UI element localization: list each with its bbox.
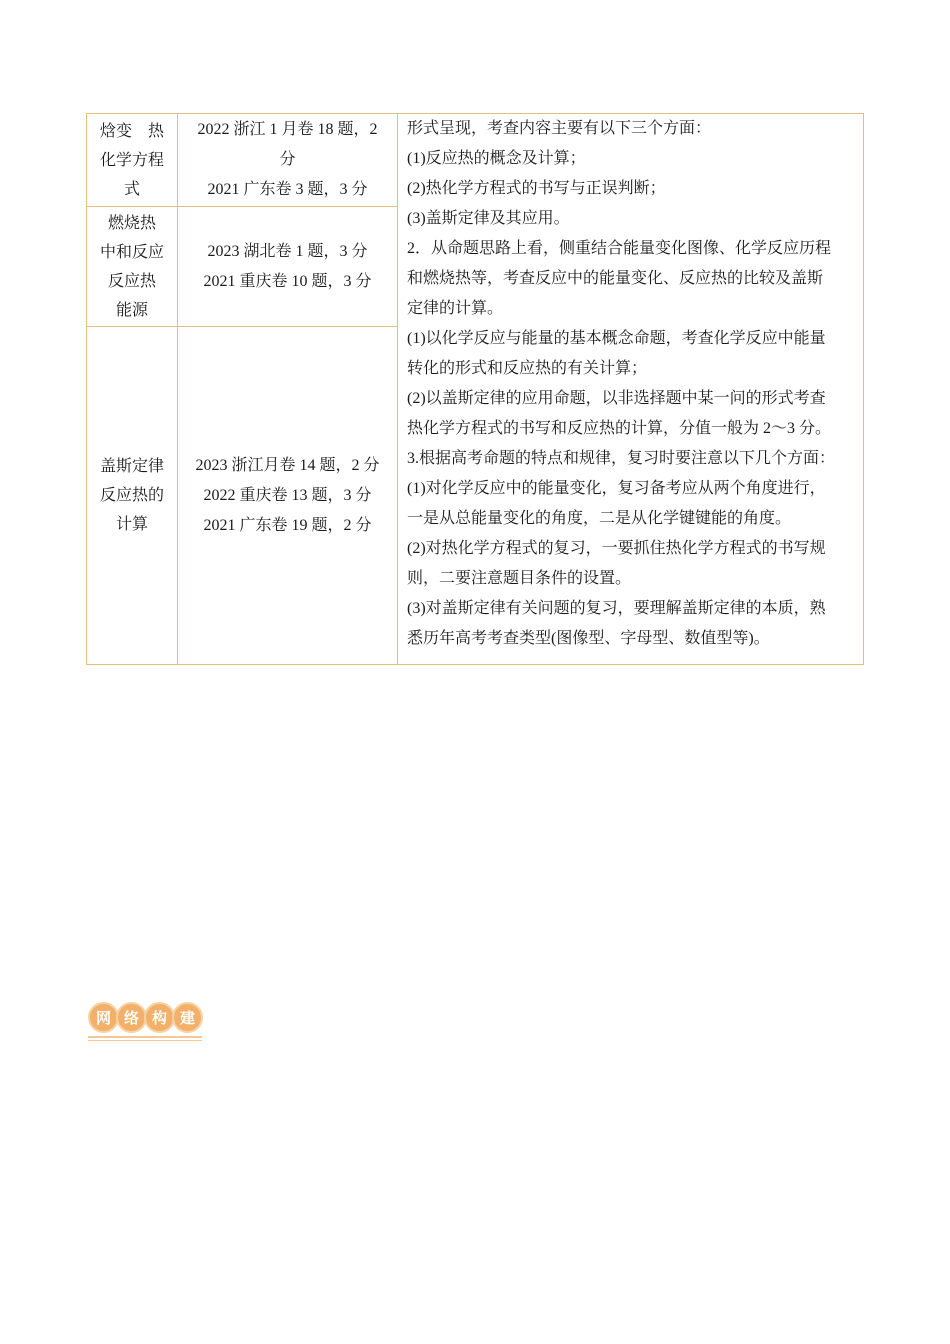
- analysis-line: 一是从总能量变化的角度，二是从化学键键能的角度。: [407, 510, 792, 527]
- section-badge-network-construction: [88, 1002, 204, 1042]
- topic-line: 中和反应: [99, 243, 164, 261]
- badge-underline: [88, 1036, 202, 1038]
- badge-char-circle: 建: [172, 1002, 203, 1033]
- analysis-line: 悉历年高考考查类型(图像型、字母型、数值型等)。: [407, 630, 770, 647]
- analysis-line: 则，二要注意题目条件的设置。: [407, 570, 632, 587]
- source-line: 分: [279, 151, 296, 169]
- analysis-line: 热化学方程式的书写和反应热的计算，分值一般为 2～3 分。: [407, 420, 832, 437]
- topic-line: 盖斯定律: [99, 458, 164, 475]
- analysis-line: 形式呈现，考查内容主要有以下三个方面：: [407, 120, 712, 137]
- topic-line: 反应热的: [99, 487, 164, 504]
- analysis-line: (1)以化学反应与能量的基本概念命题，考查化学反应中能量: [407, 330, 826, 347]
- analysis-line: (2)热化学方程式的书写与正误判断；: [407, 180, 666, 197]
- analysis-line: (3)盖斯定律及其应用。: [407, 210, 570, 227]
- badge-char-circle: 构: [144, 1002, 175, 1033]
- source-line: 2021 重庆卷 10 题，3 分: [203, 272, 372, 290]
- source-cell: [178, 114, 398, 207]
- source-line: 2022 重庆卷 13 题，3 分: [203, 486, 372, 504]
- analysis-line: 2．从命题思路上看，侧重结合能量变化图像、化学反应历程: [407, 240, 832, 257]
- topic-line: 式: [123, 180, 140, 198]
- topic-cell: [87, 327, 178, 665]
- analysis-line: (1)反应热的概念及计算；: [407, 150, 586, 167]
- source-line: 2023 浙江月卷 14 题，2 分: [195, 456, 380, 474]
- topic-line: 燃烧热: [107, 214, 156, 232]
- topic-cell: [87, 207, 178, 327]
- source-cell: [178, 207, 398, 327]
- topic-line: 计算: [115, 516, 148, 533]
- badge-char-circle: 络: [116, 1002, 147, 1033]
- analysis-line: 定律的计算。: [407, 300, 504, 317]
- exam-analysis-table: [86, 113, 864, 665]
- analysis-line: 转化的形式和反应热的有关计算；: [407, 360, 648, 377]
- source-cell: [178, 327, 398, 665]
- analysis-line: (3)对盖斯定律有关问题的复习，要理解盖斯定律的本质，熟: [407, 600, 826, 617]
- analysis-line: 和燃烧热等，考查反应中的能量变化、反应热的比较及盖斯: [407, 270, 824, 287]
- source-line: 2023 湖北卷 1 题，3 分: [207, 242, 368, 260]
- source-line: 2021 广东卷 19 题，2 分: [203, 516, 372, 534]
- topic-line: 能源: [115, 301, 148, 319]
- topic-cell: [87, 114, 178, 207]
- topic-line: 化学方程: [99, 151, 164, 169]
- analysis-line: (1)对化学反应中的能量变化，复习备考应从两个角度进行，: [407, 480, 826, 497]
- table-row: [87, 114, 864, 207]
- topic-line: 焓变 热: [99, 122, 164, 140]
- source-line: 2022 浙江 1 月卷 18 题，2: [197, 121, 378, 139]
- analysis-line: (2)以盖斯定律的应用命题，以非选择题中某一问的形式考查: [407, 390, 826, 407]
- badge-char-circle: 网: [88, 1002, 119, 1033]
- source-line: 2021 广东卷 3 题，3 分: [207, 181, 368, 199]
- topic-line: 反应热: [107, 272, 156, 290]
- analysis-cell: [398, 114, 864, 665]
- badge-underline: [88, 1040, 202, 1041]
- analysis-line: 3.根据高考命题的特点和规律，复习时要注意以下几个方面：: [407, 450, 836, 467]
- analysis-line: (2)对热化学方程式的复习，一要抓住热化学方程式的书写规: [407, 540, 826, 557]
